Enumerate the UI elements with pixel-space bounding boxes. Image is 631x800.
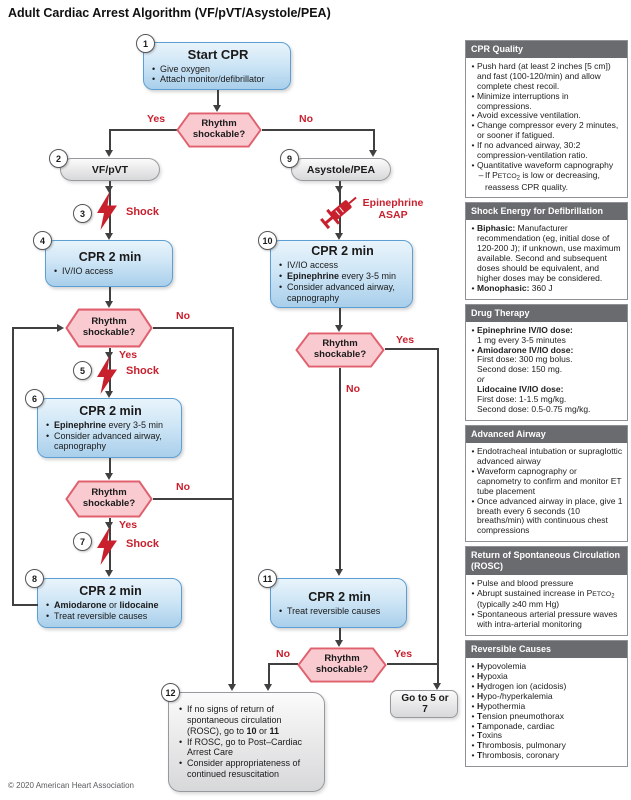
list-item: • Consider appropriateness of continued resuscitation <box>179 758 301 779</box>
reference-sidebar <box>465 40 628 767</box>
list-item: • Thrombosis, coronary <box>471 750 560 761</box>
node-cpr-10 <box>270 240 413 308</box>
shock-lightning-icon <box>96 192 118 230</box>
section-header: Return of Spontaneous Circulation (ROSC) <box>466 547 627 575</box>
node-asystole-pea <box>291 158 391 181</box>
step-number-5: 5 <box>73 361 92 380</box>
flow-line <box>262 129 375 131</box>
section-body <box>466 322 627 420</box>
decision-rhythm-shockable-4 <box>295 332 385 368</box>
list-item: • Quantitative waveform capnography <box>471 160 614 171</box>
list-item: • Treat reversible causes <box>46 611 148 621</box>
arrowhead <box>264 684 272 691</box>
node-cpr-8 <box>37 578 182 628</box>
section-reversible-causes <box>465 640 628 767</box>
label-no: No <box>299 113 313 125</box>
arrowhead <box>213 105 221 112</box>
shock-lightning-icon <box>96 527 118 565</box>
section-body <box>466 575 627 635</box>
flow-line <box>109 287 111 302</box>
flow-line <box>387 663 439 665</box>
section-body <box>466 220 627 299</box>
list-item: • If no advanced airway, 30:2 compression-ventilation ratio. <box>471 140 588 161</box>
node-bullets <box>54 266 166 277</box>
step-number-6: 6 <box>25 389 44 408</box>
label-no: No <box>276 648 290 660</box>
arrowhead <box>57 324 64 332</box>
section-advanced-airway <box>465 425 628 542</box>
step-number-1: 1 <box>136 34 155 53</box>
label-asap: ASAP <box>378 208 408 221</box>
step-number-9: 9 <box>280 149 299 168</box>
list-item: • Epinephrine every 3-5 min <box>279 271 397 282</box>
label-epinephrine: Epinephrine <box>362 197 424 209</box>
section-header: Advanced Airway <box>466 426 627 443</box>
step-number-10: 10 <box>258 231 277 250</box>
section-cpr-quality <box>465 40 628 198</box>
arrowhead <box>335 325 343 332</box>
node-title: CPR 2 min <box>311 244 374 259</box>
list-item: • Abrupt sustained increase in PETCO2 (typically ≥40 mm Hg) <box>471 587 615 610</box>
label-yes: Yes <box>119 349 138 361</box>
list-item: • Hypothermia <box>471 700 526 711</box>
step-number-4: 4 <box>33 231 52 250</box>
flow-line <box>12 327 57 329</box>
arrowhead <box>105 301 113 308</box>
list-item: • Monophasic: 360 J <box>471 282 553 293</box>
node-bullets <box>46 600 175 622</box>
flow-line <box>12 604 38 606</box>
node-bullets <box>279 260 406 303</box>
step-number-7: 7 <box>73 532 92 551</box>
list-item: • Biphasic: Manufacturer recommendation (eg, initial dose of 120-200 J); if unknown, use maximum available. Second and subsequent doses should be equivalent, and higher doses may be considered. <box>471 223 621 283</box>
node-cpr-6 <box>37 398 182 458</box>
arrowhead <box>105 570 113 577</box>
node-bullets <box>179 704 318 780</box>
list-item: • Tension pneumothorax <box>471 710 564 721</box>
label-shock: Shock <box>126 365 160 377</box>
label-epinephrine-asap <box>356 198 430 222</box>
section-body <box>466 58 627 198</box>
label-yes: Yes <box>147 113 166 125</box>
list-item: • Amiodarone or lidocaine <box>46 600 159 611</box>
node-title: CPR 2 min <box>78 250 142 265</box>
list-item: • IV/IO access <box>279 260 339 271</box>
arrowhead <box>335 569 343 576</box>
node-title: VF/pVT <box>91 163 129 176</box>
list-item: • Amiodarone IV/IO dose: First dose: 300 mg bolus. Second dose: 150 mg. or Lidocaine IV/IO dose: First dose: 1-1.5 mg/kg. Second dose: 0.5-0.75 mg/kg. <box>471 344 591 415</box>
node-bullets <box>46 420 175 452</box>
arrowhead <box>335 640 343 647</box>
list-item: • Hypoxia <box>471 670 508 681</box>
list-item: • Consider advanced airway, capnography <box>46 430 162 452</box>
flow-line <box>153 498 234 500</box>
label-no: No <box>176 310 190 322</box>
node-vf-pvt <box>60 158 160 181</box>
list-item: • Thrombosis, pulmonary <box>471 740 566 751</box>
list-item: – If PETCO2 is low or decreasing, reassess CPR quality. <box>478 170 600 192</box>
flow-line <box>217 90 219 106</box>
decision-text: Rhythm shockable? <box>82 316 136 338</box>
flow-line <box>268 663 270 684</box>
decision-text: Rhythm shockable? <box>192 118 246 140</box>
list-item: • Attach monitor/defibrillator <box>152 74 265 85</box>
list-item: • If ROSC, go to Post–Cardiac Arrest Care <box>179 736 303 758</box>
step-number-12: 12 <box>161 683 180 702</box>
section-rosc <box>465 546 628 636</box>
node-start-cpr <box>143 42 291 90</box>
step-number-2: 2 <box>49 149 68 168</box>
page-title: Adult Cardiac Arrest Algorithm (VF/pVT/Asystole/PEA) <box>8 6 331 20</box>
decision-rhythm-shockable-1 <box>176 112 262 148</box>
label-yes: Yes <box>394 648 413 660</box>
decision-text: Rhythm shockable? <box>82 487 136 509</box>
list-item: • Pulse and blood pressure <box>471 577 574 588</box>
section-header: Reversible Causes <box>466 641 627 658</box>
flow-line <box>437 348 439 683</box>
label-yes: Yes <box>396 334 415 346</box>
node-title: CPR 2 min <box>308 589 371 604</box>
flow-line <box>109 458 111 474</box>
arrowhead <box>433 683 441 690</box>
node-cpr-11 <box>270 578 407 628</box>
flow-line <box>109 129 177 131</box>
list-item: • Consider advanced airway, capnography <box>279 282 395 303</box>
list-item: • Hypovolemia <box>471 660 527 671</box>
flow-line <box>385 348 439 350</box>
flow-line <box>373 129 375 151</box>
list-item: • Once advanced airway in place, give 1 breath every 6 seconds (10 breaths/min) with continuous chest compressions <box>471 495 623 536</box>
list-item: • Tamponade, cardiac <box>471 720 555 731</box>
decision-rhythm-shockable-3 <box>65 480 153 518</box>
list-item: • If no signs of return of spontaneous circulation (ROSC), go to 10 or 11 <box>179 704 282 736</box>
section-header: Shock Energy for Defibrillation <box>466 203 627 220</box>
step-number-11: 11 <box>258 569 277 588</box>
node-goto-5-or-7 <box>390 690 458 718</box>
section-shock-energy <box>465 202 628 299</box>
node-bullets <box>279 606 400 617</box>
list-item: • Endotracheal intubation or supraglottic advanced airway <box>471 445 623 466</box>
arrowhead <box>105 473 113 480</box>
node-title: Asystole/PEA <box>306 163 376 176</box>
list-item: • Spontaneous arterial pressure waves with intra-arterial monitoring <box>471 609 618 630</box>
flow-line <box>339 368 341 570</box>
list-item: • Minimize interruptions in compressions. <box>471 90 569 111</box>
arrowhead <box>228 684 236 691</box>
arrowhead <box>105 150 113 157</box>
list-item: • Toxins <box>471 730 503 741</box>
arrowhead <box>335 233 343 240</box>
section-body <box>466 443 627 541</box>
node-title: Start CPR <box>187 46 249 62</box>
list-item: • Change compressor every 2 minutes, or sooner if fatigued. <box>471 120 619 141</box>
list-item: • Epinephrine IV/IO dose: 1 mg every 3-5 minutes <box>471 324 573 345</box>
copyright-notice: © 2020 American Heart Association <box>8 781 134 790</box>
list-item: • Push hard (at least 2 inches [5 cm]) and fast (100-120/min) and allow complete chest recoil. <box>471 60 611 91</box>
section-drug-therapy <box>465 304 628 421</box>
list-item: • Give oxygen <box>152 63 211 74</box>
label-yes: Yes <box>119 519 138 531</box>
node-bullets <box>152 64 284 86</box>
node-title: CPR 2 min <box>79 403 142 418</box>
step-number-3: 3 <box>73 204 92 223</box>
list-item: • Avoid excessive ventilation. <box>471 110 581 121</box>
flow-line <box>232 327 234 684</box>
flow-line <box>12 327 14 605</box>
section-header: Drug Therapy <box>466 305 627 322</box>
decision-text: Rhythm shockable? <box>315 653 369 675</box>
section-body <box>466 658 627 766</box>
label-shock: Shock <box>126 206 160 218</box>
node-title: Go to 5 or 7 <box>401 693 449 715</box>
flow-line <box>339 308 341 326</box>
label-shock: Shock <box>126 538 160 550</box>
node-title: CPR 2 min <box>79 584 142 599</box>
step-number-8: 8 <box>25 569 44 588</box>
decision-rhythm-shockable-2 <box>65 308 153 348</box>
node-cpr-4 <box>45 240 173 287</box>
list-item: • IV/IO access <box>54 266 114 277</box>
flow-line <box>109 129 111 151</box>
list-item: • Waveform capnography or capnometry to confirm and monitor ET tube placement <box>471 465 622 496</box>
arrowhead <box>105 233 113 240</box>
decision-rhythm-shockable-5 <box>297 647 387 683</box>
list-item: • Treat reversible causes <box>279 605 381 616</box>
list-item: • Epinephrine every 3-5 min <box>46 419 164 430</box>
shock-lightning-icon <box>96 356 118 394</box>
section-header: CPR Quality <box>466 41 627 58</box>
list-item: • Hydrogen ion (acidosis) <box>471 680 567 691</box>
list-item: • Hypo-/hyperkalemia <box>471 690 553 701</box>
label-no: No <box>346 383 360 395</box>
flow-line <box>153 327 233 329</box>
node-rosc-check-12 <box>168 692 325 792</box>
flow-line <box>269 663 298 665</box>
label-no: No <box>176 481 190 493</box>
arrowhead <box>369 150 377 157</box>
decision-text: Rhythm shockable? <box>313 338 367 360</box>
